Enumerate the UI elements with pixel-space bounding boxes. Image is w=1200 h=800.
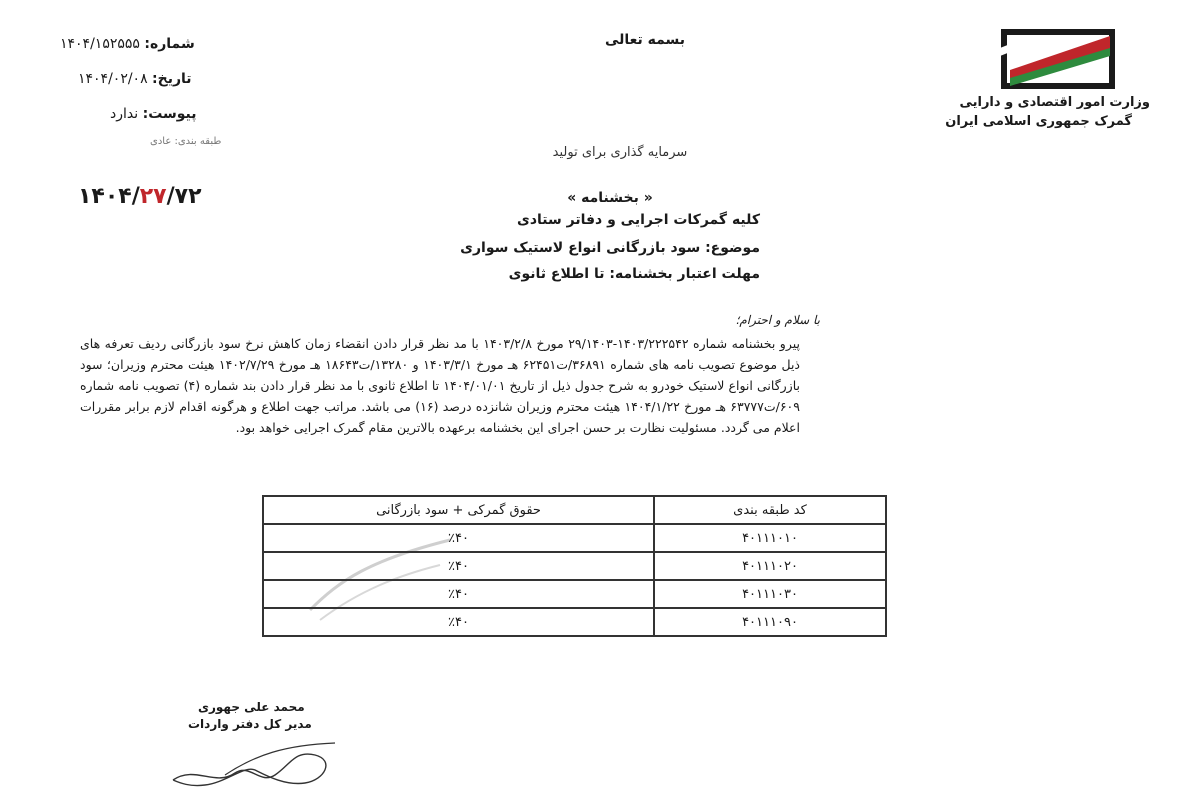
table-row	[263, 608, 886, 636]
rate-cell: ٪۴۰	[263, 524, 654, 552]
hs-code-cell: ۴۰۱۱۱۰۹۰	[654, 608, 886, 636]
hs-code-cell: ۴۰۱۱۱۰۱۰	[654, 524, 886, 552]
date-value: ۱۴۰۴/۰۲/۰۸	[78, 71, 148, 87]
ref-part3: /۷۲	[166, 184, 202, 209]
signatory-name: محمد علی جهوری	[198, 700, 305, 714]
number-label: شماره:	[144, 36, 195, 52]
rate-cell: ٪۴۰	[263, 608, 654, 636]
circular-reference-number	[78, 184, 202, 209]
subject-line: موضوع: سود بازرگانی انواع لاستیک سواری	[460, 240, 760, 256]
number-value: ۱۴۰۴/۱۵۲۵۵۵	[60, 36, 140, 52]
recipient-line: کلیه گمرکات اجرایی و دفاتر ستادی	[517, 212, 760, 228]
validity-line: مهلت اعتبار بخشنامه: تا اطلاع ثانوی	[508, 266, 760, 282]
table-row	[263, 580, 886, 608]
hs-code-cell: ۴۰۱۱۱۰۳۰	[654, 580, 886, 608]
handwritten-signature	[165, 725, 365, 795]
date-label: تاریخ:	[152, 71, 192, 87]
letter-date	[78, 71, 192, 87]
rate-cell: ٪۴۰	[263, 580, 654, 608]
rate-cell: ٪۴۰	[263, 552, 654, 580]
ref-part1: ۱۴۰۴/	[78, 184, 140, 209]
circular-title: « بخشنامه »	[567, 190, 653, 206]
table-row	[263, 524, 886, 552]
header-code: کد طبقه بندی	[654, 496, 886, 524]
tariff-table	[262, 495, 887, 637]
attachment-label: پیوست:	[142, 106, 197, 122]
letter-attachment	[110, 106, 197, 122]
slogan: سرمایه گذاری برای تولید	[552, 145, 688, 160]
classification-note: طبقه بندی: عادی	[150, 136, 222, 147]
signatory-title: مدیر کل دفتر واردات	[188, 717, 312, 731]
header-rate: حقوق گمرکی + سود بازرگانی	[263, 496, 654, 524]
ref-part2: ۲۷	[139, 184, 167, 209]
letter-number	[60, 36, 195, 52]
org-name-line1: وزارت امور اقتصادی و دارایی	[959, 95, 1150, 110]
basmala: بسمه تعالی	[604, 32, 686, 48]
table-header-row	[263, 496, 886, 524]
attachment-value: ندارد	[110, 106, 139, 122]
greeting: با سلام و احترام؛	[735, 313, 820, 327]
body-paragraph: پیرو بخشنامه شماره ۱۴۰۳/۲۲۲۵۴۲-۲۹/۱۴۰۳ مورخ ۱۴۰۳/۲/۸ با مد نظر قرار دادن انقضاء زمان کاهش نرخ سود بازرگانی ردیف تعرفه های ذیل موضوع تصویب نامه های شماره ۳۶۸۹۱/ت۶۲۴۵۱ هـ مورخ ۱۴۰۳/۳/۱ و ۱۳۲۸۰/ت۱۸۶۴۳ هـ مورخ ۱۴۰۲/۷/۲۹ هیئت محترم وزیران؛ سود بازرگانی انواع لاستیک خودرو به شرح جدول ذیل از تاریخ ۱۴۰۴/۰۱/۰۱ تا اطلاع ثانوی با مد نظر قرار دادن بند شماره (۴) تصویب نامه شماره ۶۰۹/ت۶۳۷۷۷ هـ مورخ ۱۴۰۴/۱/۲۲ هیئت محترم وزیران شانزده درصد (۱۶) می باشد. مراتب جهت اطلاع و هرگونه اقدام لازم برابر مقررات اعلام می گردد. مسئولیت نظارت بر حسن اجرای این بخشنامه برعهده بالاترین مقام گمرک اجرایی خواهد بود.	[80, 336, 801, 435]
hs-code-cell: ۴۰۱۱۱۰۲۰	[654, 552, 886, 580]
table-row	[263, 552, 886, 580]
customs-logo-icon	[1000, 28, 1116, 90]
org-name-line2: گمرک جمهوری اسلامی ایران	[945, 114, 1132, 129]
